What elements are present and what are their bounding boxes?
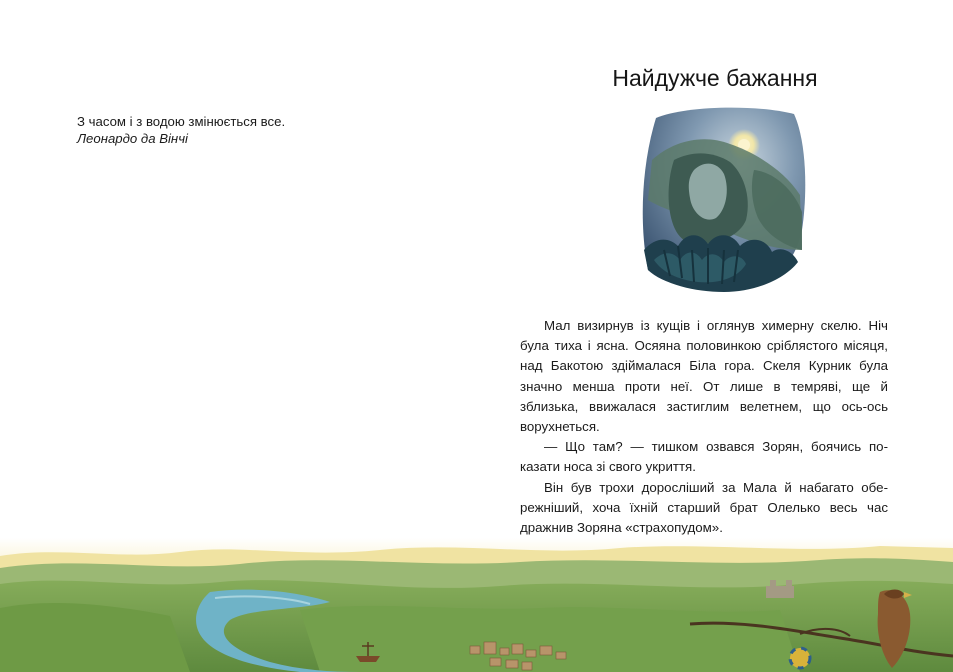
epigraph-quote: З часом і з водою змінюється все. [77, 114, 286, 129]
chapter-text [520, 316, 888, 538]
river-valley-illustration [0, 538, 953, 672]
chapter-title: Найдужче бажання [612, 65, 818, 91]
paragraph: Мал визирнув із кущів і оглянув химерну скелю. Ніч була тиха і ясна. Осяяна половинкою сріблястого місяця, над Бакотою здіймалася Біла гора. Скеля Курник була значно менша проти неї. От лише в темряві, ще й зблизька, ввижалася застиглим велетнем, що ось-ось ворухнеться. [520, 318, 888, 435]
paragraph: — Що там? — тишком озвався Зорян, боячись показати носа зі свого укриття. [520, 439, 888, 475]
epigraph [77, 113, 407, 147]
paragraph: Він був трохи доросліший за Мала й набагато обережніший, хоча їхній старший брат Олелько весь час дражнив Зоряна «страхопудом». [520, 479, 888, 536]
moonlit-rock-illustration [634, 100, 810, 295]
epigraph-author: Леонардо да Вінчі [77, 131, 188, 146]
